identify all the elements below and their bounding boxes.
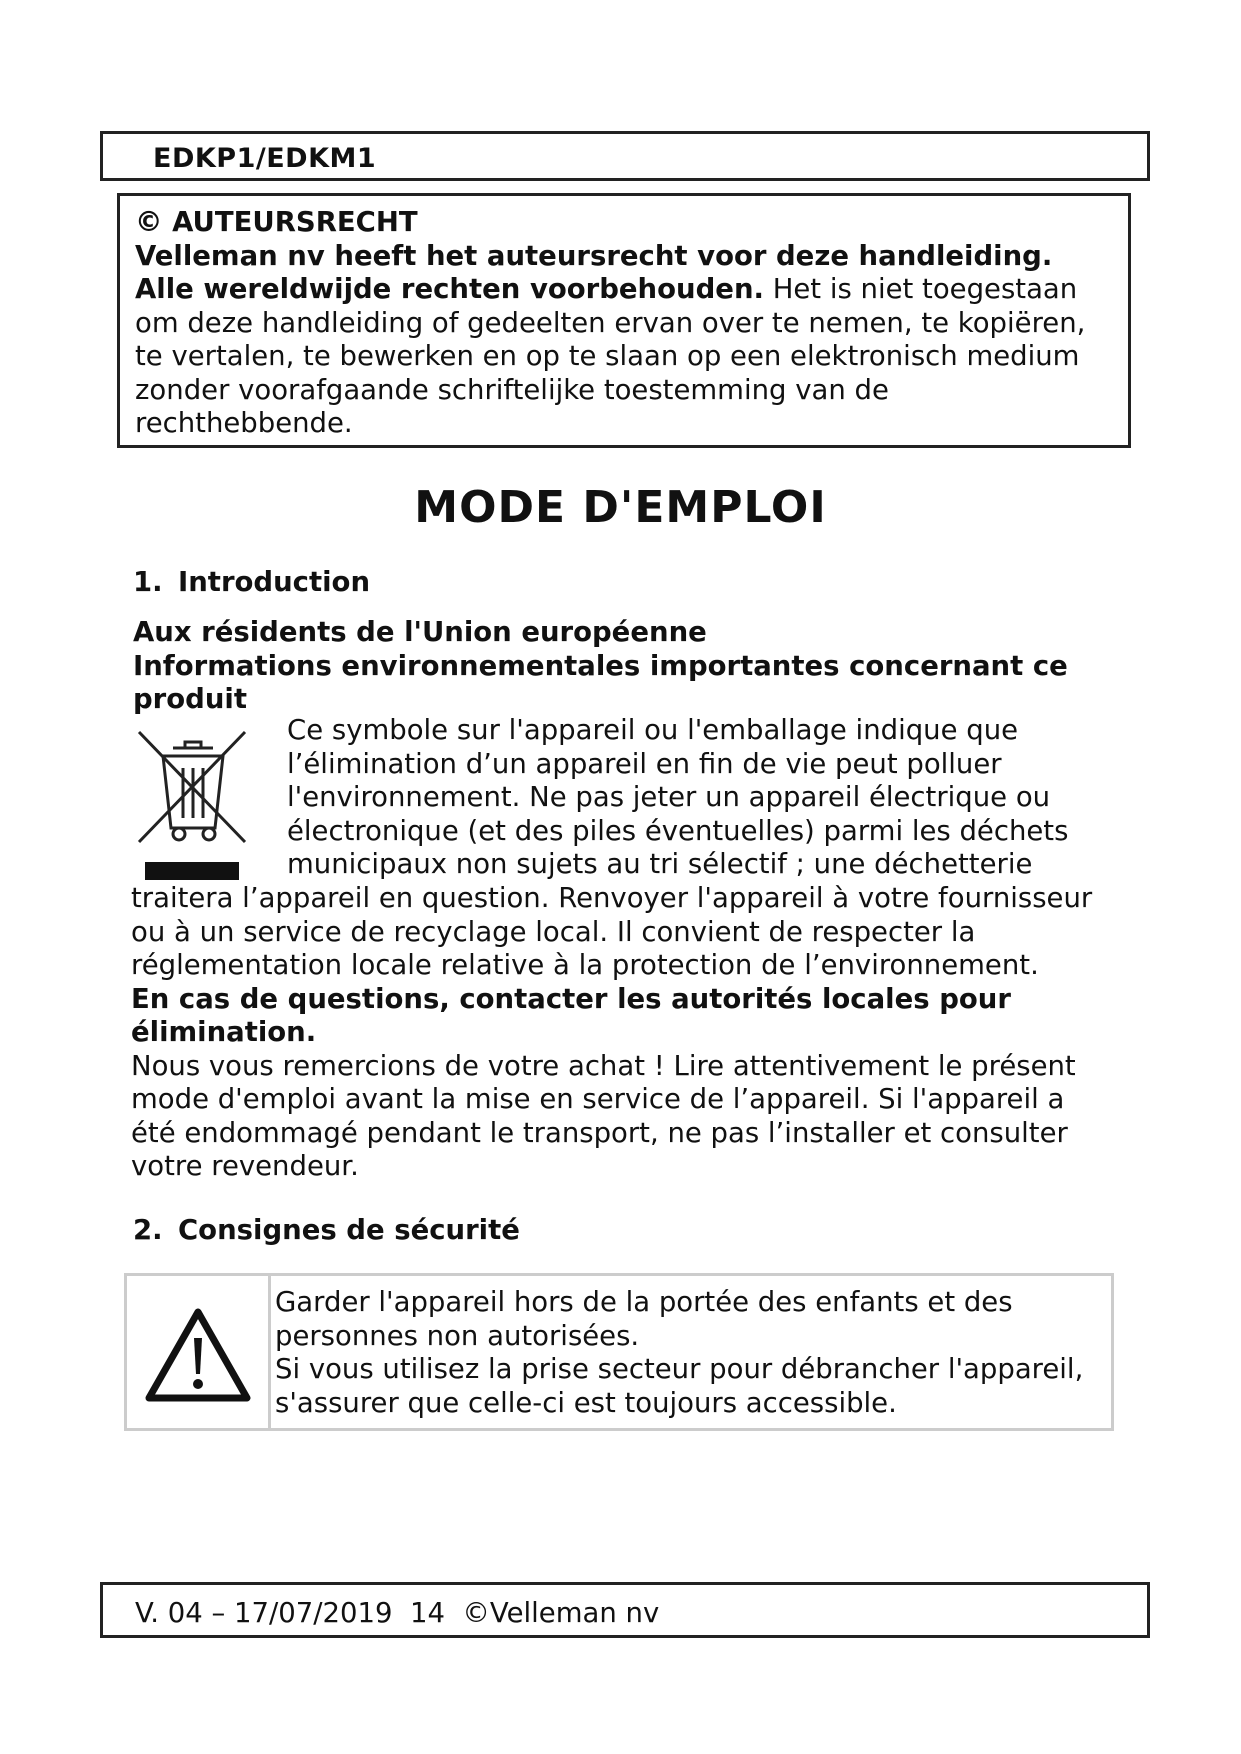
heading-line: Informations environnementales importantes concernant ce bbox=[133, 649, 1068, 682]
section-2-heading bbox=[133, 1214, 520, 1246]
copyright-text: Het is niet toegestaan bbox=[763, 273, 1078, 305]
text-line: l’élimination d’un appareil en fin de vie peut polluer bbox=[287, 747, 1002, 780]
copyright-box bbox=[117, 193, 1131, 448]
warning-icon bbox=[143, 1304, 253, 1404]
copyright-line: te vertalen, te bewerken en op te slaan op een elektronisch medium bbox=[135, 340, 1080, 372]
section-1-heading bbox=[133, 566, 370, 598]
text-line: personnes non autorisées. bbox=[275, 1319, 640, 1352]
table-divider bbox=[268, 1276, 271, 1428]
copyright-line: zonder voorafgaande schriftelijke toestemming van de bbox=[135, 373, 889, 406]
text-line: réglementation locale relative à la protection de l’environnement. bbox=[131, 949, 1039, 981]
text-line: Nous vous remercions de votre achat ! Lire attentivement le présent bbox=[131, 1049, 1076, 1082]
text-line: Ce symbole sur l'appareil ou l'emballage indique que bbox=[287, 714, 1019, 746]
safety-text bbox=[275, 1286, 1083, 1420]
copyright-line: om deze handleiding of gedeelten ervan over te nemen, te kopiëren, bbox=[135, 306, 1086, 339]
heading-line: Aux résidents de l'Union européenne bbox=[133, 616, 707, 648]
eu-heading bbox=[133, 616, 1068, 717]
copyright-line: rechthebbende. bbox=[135, 407, 353, 439]
text-line: mode d'emploi avant la mise en service de l’appareil. Si l'appareil a bbox=[131, 1083, 1065, 1115]
text-line: municipaux non sujets au tri sélectif ; une déchetterie bbox=[287, 848, 1033, 880]
section-number: 2. bbox=[133, 1214, 163, 1246]
copyright-title: © AUTEURSRECHT bbox=[135, 206, 418, 238]
text-line: votre revendeur. bbox=[131, 1150, 359, 1182]
heading-line: produit bbox=[133, 683, 247, 715]
weee-text bbox=[287, 714, 1068, 882]
section-number: 1. bbox=[133, 566, 163, 598]
footer-box bbox=[100, 1582, 1150, 1638]
section-title: Introduction bbox=[178, 566, 371, 598]
model-number: EDKP1/EDKM1 bbox=[153, 143, 377, 174]
recycling-text bbox=[131, 882, 1092, 1184]
copyright-line bbox=[135, 273, 1128, 307]
section-title: Consignes de sécurité bbox=[178, 1214, 520, 1246]
footer-text: V. 04 – 17/07/2019 14 ©Velleman nv bbox=[135, 1597, 660, 1629]
page-title: MODE D'EMPLOI bbox=[414, 482, 827, 533]
text-line: Garder l'appareil hors de la portée des enfants et des bbox=[275, 1286, 1013, 1318]
text-line: s'assurer que celle-ci est toujours accessible. bbox=[275, 1386, 897, 1419]
header-box bbox=[100, 131, 1150, 181]
text-line: électronique (et des piles éventuelles) parmi les déchets bbox=[287, 814, 1069, 847]
text-line: élimination. bbox=[131, 1016, 317, 1048]
text-line: Si vous utilisez la prise secteur pour débrancher l'appareil, bbox=[275, 1353, 1084, 1385]
text-line: traitera l’appareil en question. Renvoyer l'appareil à votre fournisseur bbox=[131, 882, 1093, 914]
text-line: ou à un service de recyclage local. Il convient de respecter la bbox=[131, 915, 976, 948]
copyright-bold-1: Velleman nv heeft het auteursrecht voor deze handleiding. bbox=[135, 239, 1053, 272]
copyright-bold-2: Alle wereldwijde rechten voorbehouden. bbox=[135, 273, 764, 305]
text-line: En cas de questions, contacter les autorités locales pour bbox=[131, 982, 1011, 1015]
text-line: l'environnement. Ne pas jeter un appareil électrique ou bbox=[287, 781, 1051, 813]
weee-bin-icon bbox=[133, 724, 253, 886]
text-line: été endommagé pendant le transport, ne pas l’installer et consulter bbox=[131, 1116, 1068, 1149]
safety-table bbox=[124, 1273, 1114, 1431]
